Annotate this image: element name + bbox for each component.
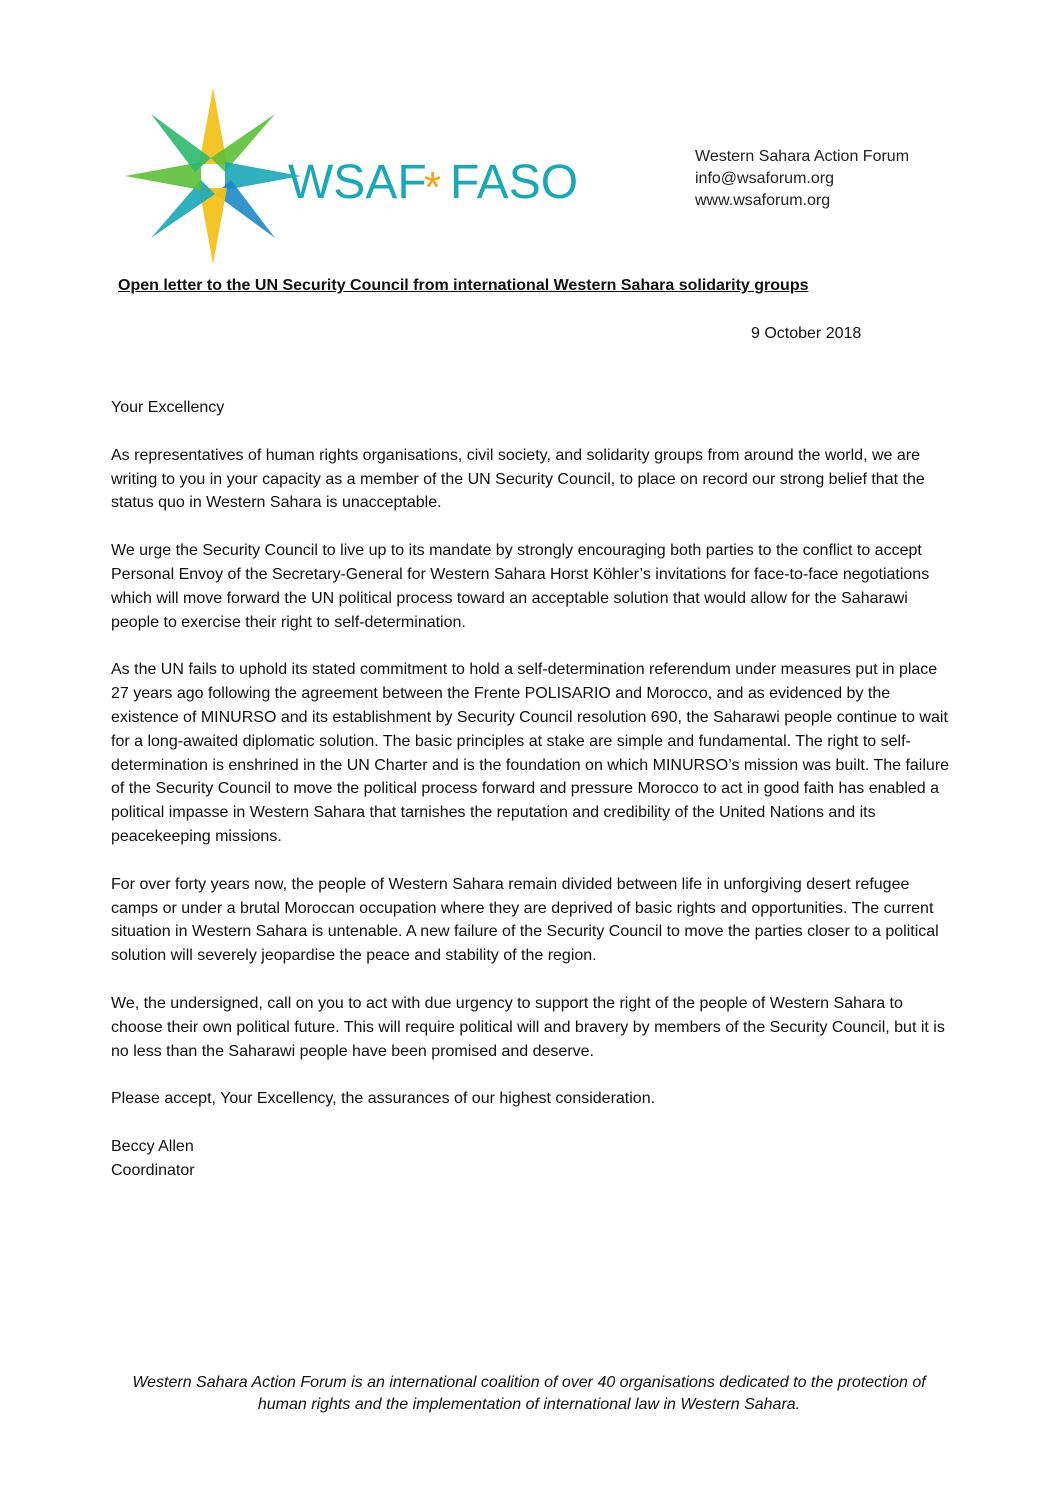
body-paragraph-3: As the UN fails to uphold its stated commitment to hold a self-determination referendum under measures put in place 27 years ago following the agreement between the Frente POLISARIO and Morocco, and as evidenced by the existence of MINURSO and its establishment by Security Council resolution 690, the Saharawi people continue to wait for a long-awaited diplomatic solution. The basic principles at stake are simple and fundamental. The right to self-determination is enshrined in the UN Charter and is the foundation on which MINURSO’s mission was built. The failure of the Security Council to move the political process forward and pressure Morocco to act in good faith has enabled a political impasse in Western Sahara that tarnishes the reputation and credibility of the United Nations and its peacekeeping missions.	[111, 661, 950, 845]
letter-body	[111, 396, 953, 1183]
letter-title: Open letter to the UN Security Council from international Western Sahara solidarity groups	[118, 277, 809, 294]
star-logo-icon	[118, 84, 598, 264]
letter-date: 9 October 2018	[751, 325, 862, 342]
logo-separator: *	[424, 163, 442, 212]
body-paragraph-5: We, the undersigned, call on you to act with due urgency to support the right of the people of Western Sahara to choose their own political future. This will require political will and bravery by members of the Security Council, but it is no less than the Saharawi people have been promised and deserve.	[111, 994, 945, 1060]
body-paragraph-4: For over forty years now, the people of Western Sahara remain divided between life in unforgiving desert refugee camps or under a brutal Moroccan occupation where they are deprived of basic rights and opportunities. The current situation in Western Sahara is untenable. A new failure of the Security Council to move the parties closer to a political solution will severely jeopardise the peace and stability of the region.	[111, 875, 939, 965]
signatory-name: Beccy Allen	[111, 1138, 194, 1156]
organisation-email[interactable]: info@wsaforum.org	[695, 170, 834, 187]
body-paragraph-2: We urge the Security Council to live up to its mandate by strongly encouraging both parties to the conflict to accept Personal Envoy of the Secretary-General for Western Sahara Horst Köhler’s invitations for face-to-face negotiations which will move forward the UN political process toward an acceptable solution that would allow for the Saharawi people to exercise their right to self-determination.	[111, 542, 930, 631]
body-paragraph-6: Please accept, Your Excellency, the assurances of our highest consideration.	[111, 1090, 656, 1108]
signatory-role: Coordinator	[111, 1161, 195, 1179]
organisation-contact-block	[695, 146, 909, 212]
wsaf-faso-logo	[118, 84, 598, 264]
body-paragraph-1: As representatives of human rights organisations, civil society, and solidarity groups from around the world, we are writing to you in your capacity as a member of the UN Security Council, to place on record our strong belief that the status quo in Western Sahara is unacceptable.	[111, 446, 925, 512]
footer-note: Western Sahara Action Forum is an international coalition of over 40 organisations dedicated to the protection of human rights and the implementation of international law in Western Sahara.	[132, 1374, 926, 1413]
organisation-website[interactable]: www.wsaforum.org	[695, 192, 831, 209]
signature-block	[111, 1135, 953, 1183]
organisation-name: Western Sahara Action Forum	[695, 148, 910, 165]
letter-salutation: Your Excellency	[111, 399, 225, 416]
logo-text-right: FASO	[450, 156, 579, 209]
logo-text-left: WSAF	[288, 156, 427, 209]
